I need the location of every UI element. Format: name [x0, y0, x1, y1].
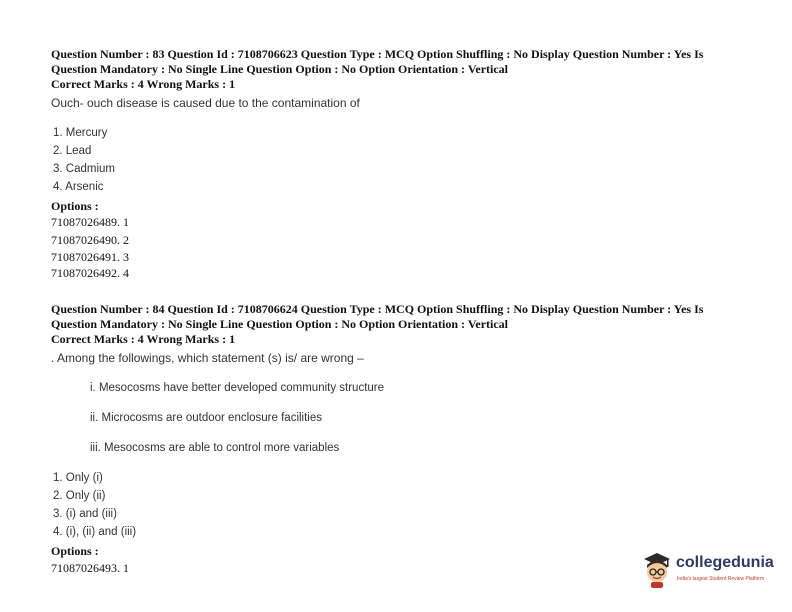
q84-choice-2: 2. Only (ii) [53, 490, 106, 502]
q84-statement-1: i. Mesocosms have better developed community structure [90, 382, 385, 394]
q84-choice-3: 3. (i) and (iii) [53, 508, 117, 520]
q84-option-id-1: 71087026493. 1 [51, 561, 129, 575]
q84-marks: Correct Marks : 4 Wrong Marks : 1 [51, 332, 236, 346]
q84-choice-1: 1. Only (i) [53, 472, 103, 484]
q84-meta-line1: Question Number : 84 Question Id : 7108706624 Question Type : MCQ Option Shuffling : No Display Question Number : Yes Is [51, 302, 704, 316]
q84-statement-2: ii. Microcosms are outdoor enclosure facilities [90, 412, 323, 424]
q83-option-id-1: 71087026489. 1 [51, 215, 129, 229]
q84-statement-3: iii. Mesocosms are able to control more variables [90, 442, 340, 454]
q84-options-label: Options : [51, 544, 99, 558]
q83-meta [51, 47, 751, 92]
logo-tagline: India's largest Student Review Platform [677, 576, 765, 582]
q83-choice-3: 3. Cadmium [53, 163, 115, 175]
q84-meta [51, 302, 751, 347]
q83-meta-line1: Question Number : 83 Question Id : 7108706623 Question Type : MCQ Option Shuffling : No Display Question Number : Yes Is [51, 47, 704, 61]
q84-question-text: . Among the followings, which statement (s) is/ are wrong – [51, 351, 364, 365]
q84-choice-4: 4. (i), (ii) and (iii) [53, 526, 137, 538]
q83-option-id-2: 71087026490. 2 [51, 233, 129, 247]
q83-meta-line2: Question Mandatory : No Single Line Question Option : No Option Orientation : Vertical [51, 62, 509, 76]
q83-question-text: Ouch- ouch disease is caused due to the contamination of [51, 96, 360, 110]
graduate-mascot-icon [640, 550, 674, 588]
q83-choice-1: 1. Mercury [53, 127, 108, 139]
logo-wordmark: collegedunia [676, 554, 774, 571]
q83-option-id-4: 71087026492. 4 [51, 266, 129, 280]
q83-options-label: Options : [51, 199, 99, 213]
q84-meta-line2: Question Mandatory : No Single Line Question Option : No Option Orientation : Vertical [51, 317, 509, 331]
collegedunia-logo [640, 550, 780, 590]
q83-option-id-3: 71087026491. 3 [51, 250, 129, 264]
q83-marks: Correct Marks : 4 Wrong Marks : 1 [51, 77, 236, 91]
q83-choice-4: 4. Arsenic [53, 181, 104, 193]
q83-choice-2: 2. Lead [53, 145, 92, 157]
